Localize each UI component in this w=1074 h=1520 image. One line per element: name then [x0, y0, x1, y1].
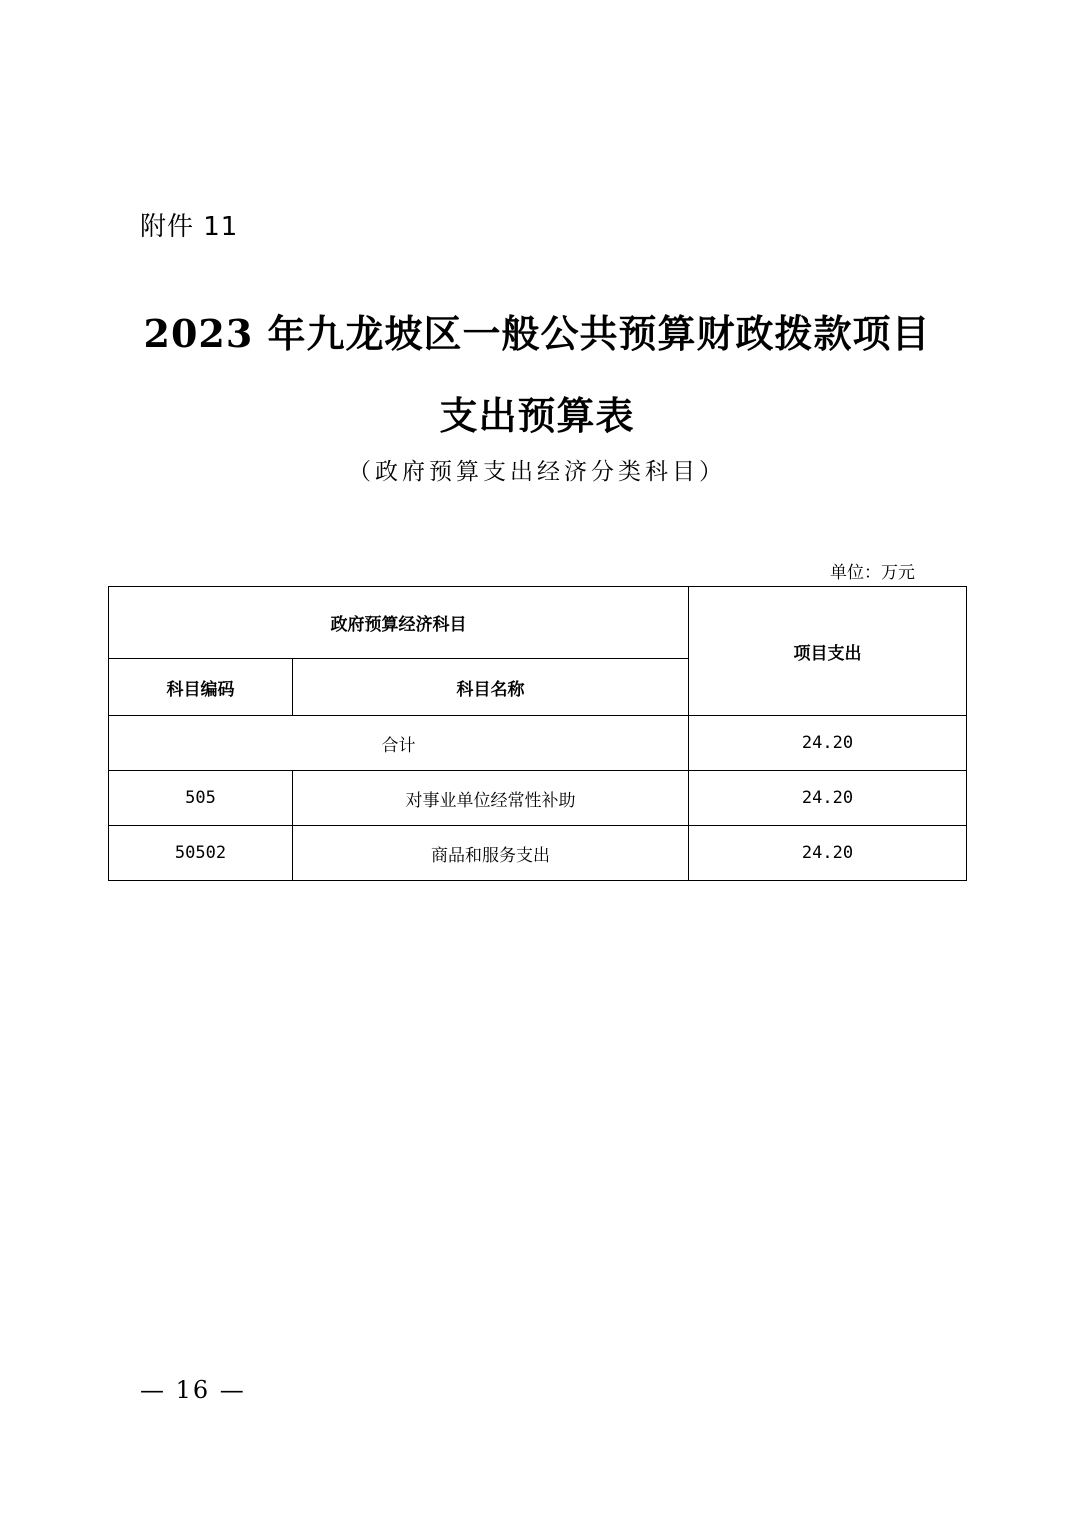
- page-number: — 16 —: [140, 1376, 246, 1404]
- attachment-label: 附件 11: [140, 212, 239, 242]
- table-header-row-1: [109, 587, 967, 659]
- header-subject-code: 科目编码: [109, 659, 293, 716]
- subject-name-cell: 商品和服务支出: [293, 826, 689, 881]
- total-label: 合计: [109, 716, 689, 771]
- table-row: [109, 826, 967, 881]
- subject-code-cell: 50502: [109, 826, 293, 881]
- table-row: [109, 771, 967, 826]
- subject-name-cell: 对事业单位经常性补助: [293, 771, 689, 826]
- unit-label: 单位：万元: [830, 563, 915, 583]
- header-project-expense: 项目支出: [689, 587, 967, 716]
- total-row: [109, 716, 967, 771]
- header-economic-category: 政府预算经济科目: [109, 587, 689, 659]
- document-subtitle: （政府预算支出经济分类科目）: [348, 459, 726, 485]
- document-title-line-2: 支出预算表: [439, 393, 635, 438]
- project-expense-cell: 24.20: [689, 771, 967, 826]
- total-value: 24.20: [689, 716, 967, 771]
- budget-table: [108, 586, 967, 881]
- subject-code-cell: 505: [109, 771, 293, 826]
- document-title-line-1: 2023 年九龙坡区一般公共预算财政拨款项目: [143, 311, 931, 356]
- header-subject-name: 科目名称: [293, 659, 689, 716]
- project-expense-cell: 24.20: [689, 826, 967, 881]
